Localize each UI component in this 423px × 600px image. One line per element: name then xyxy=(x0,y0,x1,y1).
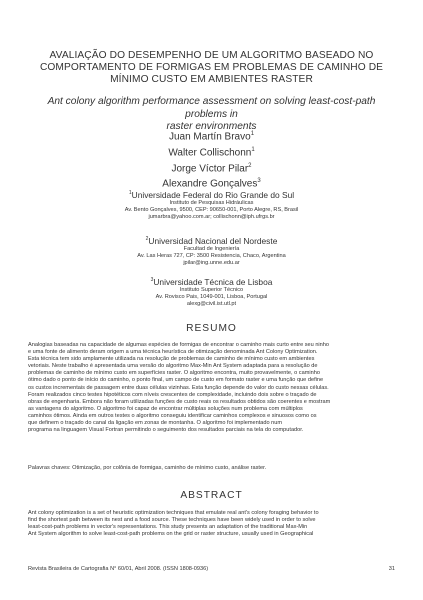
affiliation-1: $^1$Universidade Federal do Rio Grande do Sul Instituto de Pesquisas Hidráulicas Av. Bento Gonçalves, 9500, CEP: 90650-001, Porto Alegre, RS, Brasil jumarbra@yahoo.com.ar; collischonn@iph.ufrgs.br xyxy=(0,188,423,221)
title-pt-line: MÍNIMO CUSTO EM AMBIENTES RASTER xyxy=(110,74,313,85)
keywords-label: Palavras chaves: xyxy=(28,465,71,471)
affiliation-2: $^2$Universidad Nacional del Nordeste Facultad de Ingeniería Av. Las Heras 727, CP: 3500 Resistencia, Chaco, Argentina jpilar@ing.unne.edu.ar xyxy=(0,234,423,267)
title-pt-line: COMPORTAMENTO DE FORMIGAS EM PROBLEMAS DE CAMINHO DE xyxy=(39,62,384,73)
title-en-line: raster environments xyxy=(166,121,257,132)
author-list xyxy=(0,128,423,191)
affiliation-name: Universidad Nacional del Nordeste xyxy=(148,235,278,246)
author: Jorge Víctor Pilar$^2$ xyxy=(171,162,252,174)
journal-citation: Revista Brasileira de Cartografia N° 60/01, Abril 2008. (ISSN 1808-0936) xyxy=(28,566,209,572)
affiliation-email: jpilar@ing.unne.edu.ar xyxy=(183,259,240,266)
affiliation-name: Universidade Federal do Rio Grande do Sul xyxy=(131,189,295,200)
affiliation-name: Universidade Técnica de Lisboa xyxy=(153,276,273,287)
keywords xyxy=(28,465,395,472)
author: Alexandre Gonçalves$^3$ xyxy=(162,178,261,190)
keywords-text: Otimização, por colônia de formigas, caminho de mínimo custo, análise raster. xyxy=(72,465,267,471)
abstract-heading: ABSTRACT xyxy=(180,490,243,501)
title-portuguese xyxy=(28,50,395,86)
author: Juan Martín Bravo$^1$ xyxy=(168,131,255,143)
resumo-body: Analogias baseadas na capacidade de algumas espécies de formigas de encontrar o caminho mais curto entre seu ninho e uma fonte de alimento deram origem a uma técnica heurística de otimização denominada Ant Colony Optimization. Esta técnica tem sido amplamente utilizada na resolução de problemas de caminho de mínimo custo em ambientes vetoriais. Neste trabalho é apresentada uma versão do algoritmo Max-Min Ant System adaptada para a resolução de problemas de caminho de mínimo custo em superfícies raster. O algoritmo encontra, muito provavelmente, o caminho ótimo dado o ponto de início do caminho, o ponto final, um campo de custo em formato raster e uma função que define os custos incrementais de passagem entre duas células vizinhas. Esta função depende do valor do custo nessas células. Foram realizados cinco testes hipotéticos com níveis crescentes de complexidade, incluindo dois sobre o traçado de obras de engenharia. Embora não foram utilizadas funções de custo reais os resultados obtidos são coerentes e mostram as vantagens do algoritmo. O algoritmo foi capaz de encontrar múltiplas soluções num problema com múltiplos caminhos ótimos. Ainda em outros testes o algoritmo conseguiu identificar caminhos complexos e sinuosos como os que definem o traçado do canal da ligação em zonas de montanha. O algoritmo foi implementado num programa na linguagem Visual Fortran permitindo o seguimento dos resultados parciais na tela do computador. xyxy=(28,342,331,434)
page-footer xyxy=(28,566,395,572)
abstract-body: Ant colony optimization is a set of heuristic optimization techniques that emulate real ant's colony foraging behavior to find the shortest path between its nest and a food source. These techniques have been widely used in order to solve least-cost-path problems in vector's representations. This study presents an adaptation of the traditional Max-Min Ant System algorithm to solve least-cost-path problems on the grid or raster structure, usually used in Geographical xyxy=(28,510,319,538)
title-pt-line: AVALIAÇÃO DO DESEMPENHO DE UM ALGORITMO BASEADO NO xyxy=(49,50,374,61)
author: Walter Collischonn$^1$ xyxy=(168,146,255,159)
page-number: 31 xyxy=(388,566,395,572)
resumo-heading: RESUMO xyxy=(186,323,237,334)
affiliation-email: alexg@civil.ist.utl.pt xyxy=(186,300,237,307)
affiliation-3: $^3$Universidade Técnica de Lisboa Instituto Superior Técnico Av. Rovisco Pais, 1049-001, Lisboa, Portugal alexg@civil.ist.utl.pt xyxy=(0,275,423,308)
title-en-line: Ant colony algorithm performance assessment on solving least-cost-path problems in xyxy=(47,96,376,120)
affiliation-email: jumarbra@yahoo.com.ar; collischonn@iph.ufrgs.br xyxy=(148,213,275,220)
